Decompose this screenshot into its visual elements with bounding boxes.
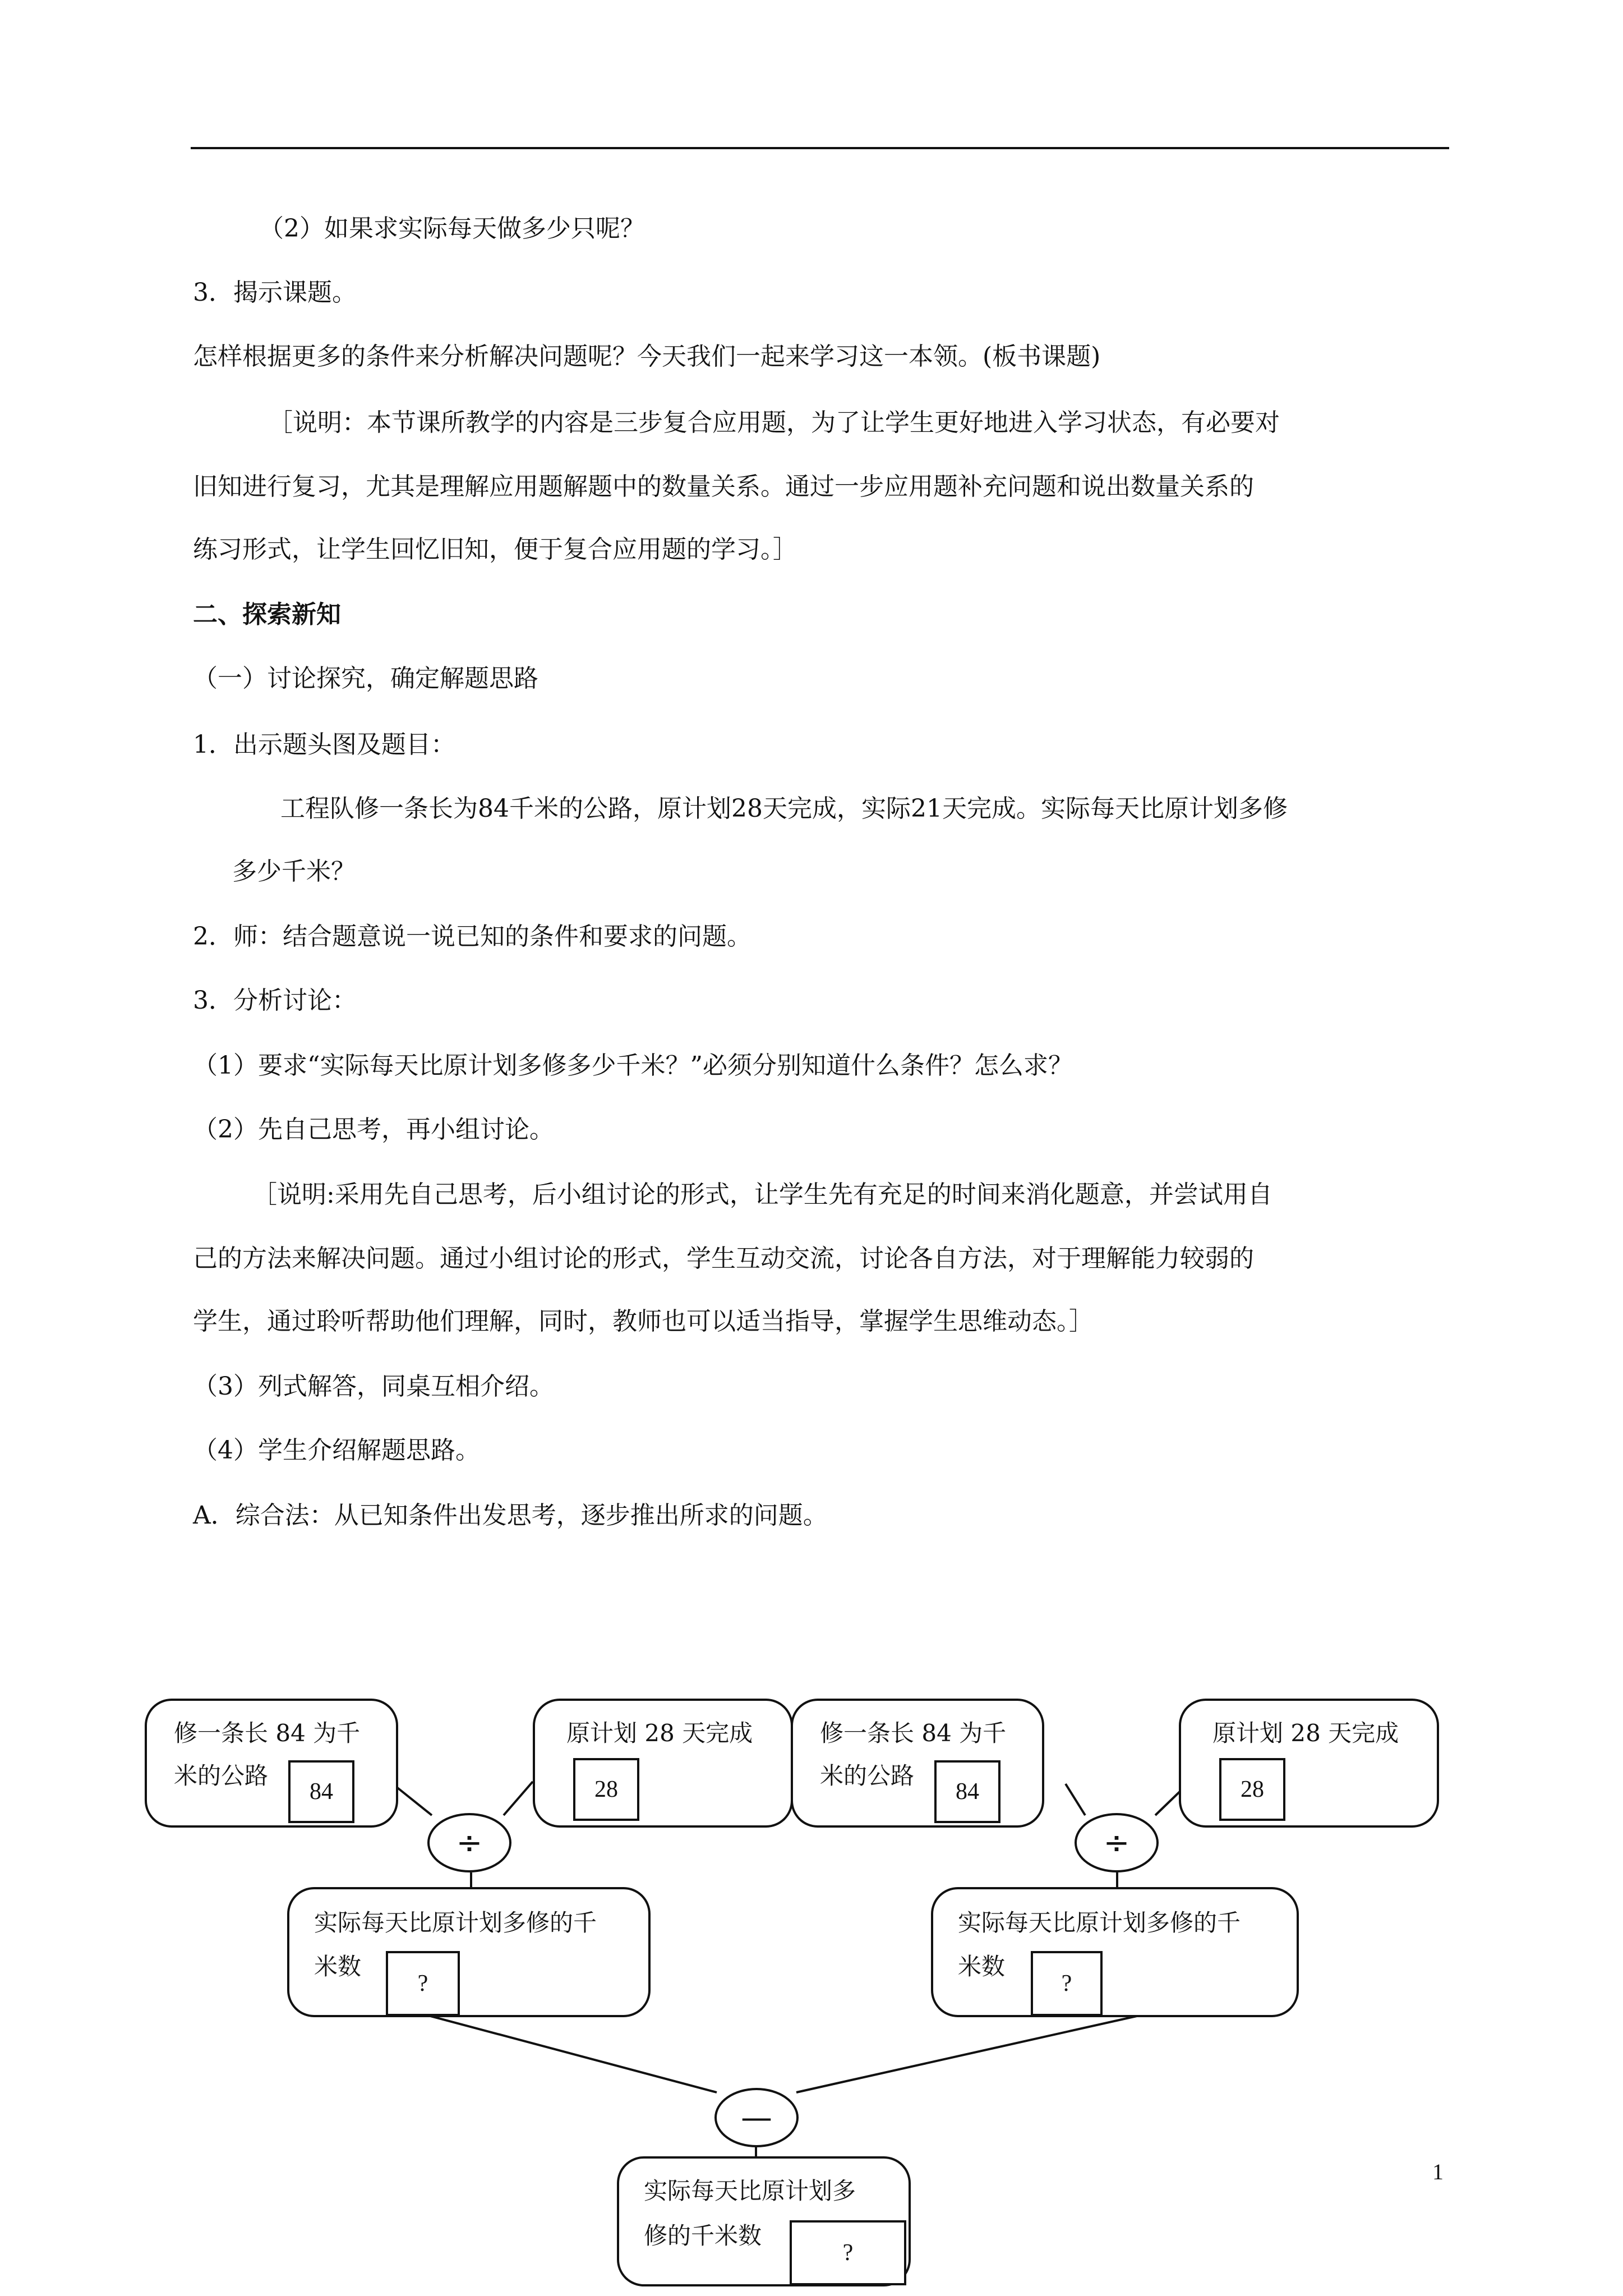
subsection-heading: （一）讨论探究，确定解题思路 xyxy=(193,664,538,693)
text-line: A．综合法：从已知条件出发思考，逐步推出所求的问题。 xyxy=(193,1501,828,1530)
intermediate-box-right xyxy=(931,1887,1299,2017)
text-line: 3．揭示课题。 xyxy=(193,278,357,307)
divide-operator-left: ÷ xyxy=(427,1813,511,1872)
divide-operator-right: ÷ xyxy=(1075,1813,1159,1872)
problem-text: 工程队修一条长为84千米的公路，原计划28天完成，实际21天完成。实际每天比原计划多修 xyxy=(280,794,1288,823)
condition-box-road-length-2 xyxy=(791,1699,1044,1828)
note-line: 己的方法来解决问题。通过小组讨论的形式，学生互动交流，讨论各自方法，对于理解能力较弱的 xyxy=(193,1244,1254,1273)
text-line: 2．师：结合题意说一说已知的条件和要求的问题。 xyxy=(193,922,751,951)
unknown-box: ? xyxy=(790,2220,906,2285)
result-box xyxy=(617,2156,911,2286)
box-text: 米数 xyxy=(314,1953,362,1980)
note-line: 练习形式，让学生回忆旧知，便于复合应用题的学习。］ xyxy=(193,535,797,564)
box-text: 米数 xyxy=(958,1953,1006,1980)
text-line: 怎样根据更多的条件来分析解决问题呢？今天我们一起来学习这一本领。(板书课题) xyxy=(193,342,1101,371)
value-box: 28 xyxy=(573,1758,639,1821)
unknown-box: ? xyxy=(1031,1951,1103,2016)
value-box: 84 xyxy=(288,1760,354,1823)
note-line: 学生，通过聆听帮助他们理解，同时，教师也可以适当指导，掌握学生思维动态。］ xyxy=(193,1307,1094,1336)
box-text: 米的公路 xyxy=(820,1762,915,1789)
text-line: 1．出示题头图及题目： xyxy=(193,730,455,759)
condition-box-planned-days xyxy=(533,1699,793,1828)
minus-operator: — xyxy=(714,2088,799,2147)
note-line: ［说明:采用先自己思考，后小组讨论的形式，让学生先有充足的时间来消化题意，并尝试用自 xyxy=(252,1180,1272,1209)
condition-box-planned-days-2 xyxy=(1179,1699,1439,1828)
box-text: 修一条长 84 为千 xyxy=(174,1719,361,1747)
box-text: 实际每天比原计划多修的千 xyxy=(958,1909,1241,1936)
text-line: （4）学生介绍解题思路。 xyxy=(193,1436,480,1465)
text-line: （1）要求“实际每天比原计划多修多少千米？”必须分别知道什么条件？怎么求？ xyxy=(193,1051,1073,1080)
condition-box-road-length xyxy=(145,1699,398,1828)
note-line: 旧知进行复习，尤其是理解应用题解题中的数量关系。通过一步应用题补充问题和说出数量关系的 xyxy=(193,472,1254,501)
box-text: 修一条长 84 为千 xyxy=(820,1719,1007,1747)
note-line: ［说明：本节课所教学的内容是三步复合应用题，为了让学生更好地进入学习状态，有必要对 xyxy=(268,408,1280,437)
intermediate-box-left xyxy=(287,1887,651,2017)
unknown-box: ? xyxy=(386,1951,460,2016)
value-box: 84 xyxy=(934,1760,1000,1823)
problem-text: 多少千米？ xyxy=(232,857,356,886)
text-line: （2）如果求实际每天做多少只呢？ xyxy=(259,214,645,243)
text-line: （2）先自己思考，再小组讨论。 xyxy=(193,1115,554,1144)
box-text: 米的公路 xyxy=(174,1762,269,1789)
box-text: 实际每天比原计划多 xyxy=(644,2177,856,2205)
box-text: 原计划 28 天完成 xyxy=(1212,1719,1399,1747)
box-text: 实际每天比原计划多修的千 xyxy=(314,1909,597,1936)
section-heading: 二、探索新知 xyxy=(193,600,341,629)
box-text: 原计划 28 天完成 xyxy=(566,1719,753,1747)
text-line: 3．分析讨论： xyxy=(193,986,357,1015)
text-line: （3）列式解答，同桌互相介绍。 xyxy=(193,1372,554,1401)
value-box: 28 xyxy=(1219,1758,1285,1821)
box-text: 修的千米数 xyxy=(644,2222,762,2249)
page-number: 1 xyxy=(1432,2159,1444,2184)
